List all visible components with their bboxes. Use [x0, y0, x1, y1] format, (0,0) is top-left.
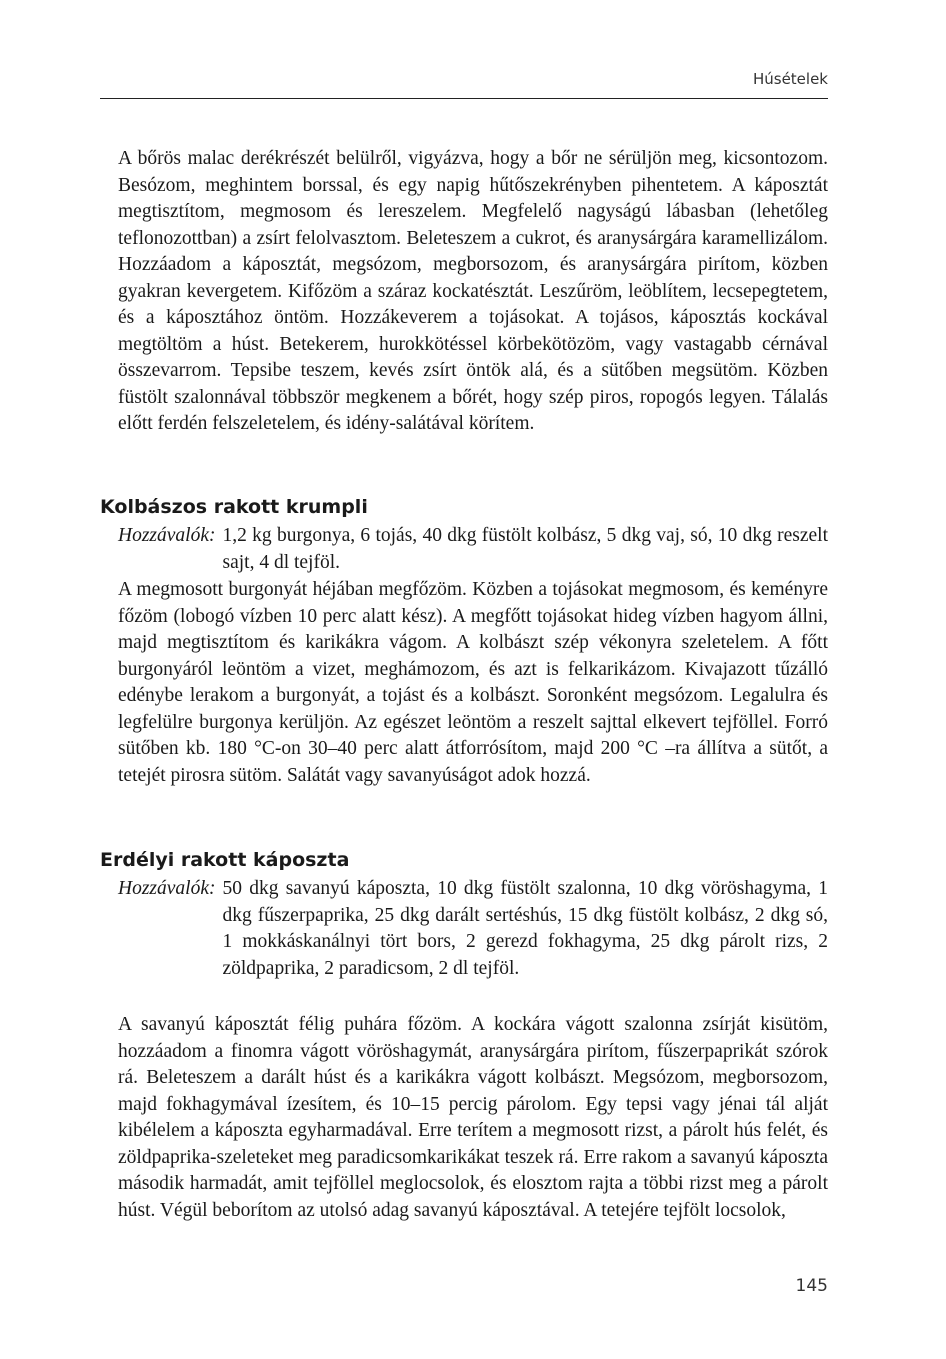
recipe-title: Erdélyi rakott káposzta [100, 849, 350, 871]
section-title: Húsételek [752, 70, 828, 88]
ingredients-list: 50 dkg savanyú káposzta, 10 dkg füstölt szalonna, 10 dkg vöröshagyma, 1 dkg fűszerpaprika, 25 dkg darált sertéshús, 15 dkg füstölt kolbász, 2 dkg só, 1 mokkáskanálnyi tört bors, 2 gerezd fokhagyma, 25 dkg párolt rizs, 2 zöldpaprika, 2 paradicsom, 2 dl tejföl. [222, 878, 828, 979]
ingredients-block [118, 876, 828, 982]
recipe-instructions: A megmosott burgonyát héjában megfőzöm. Közben a tojásokat megmosom, és keményre főzöm (lobogó vízben 10 perc alatt kész). A megfőtt tojásokat hideg vízben hagyom állni, majd megtisztítom és karikákra vágom. A kolbászt szép vékonyra szeletelem. A főtt burgonyáról leöntöm a vizet, meghámozom, és azt is felkarikázom. Kivajazott tűzálló edénybe lerakom a burgonyát, a tojást és a kolbászt. Soronként megsózom. Legalulra és legfelülre burgonya kerüljön. Az egészet leöntöm a reszelt sajttal elkevert tejföllel. Forró sütőben kb. 180 °C-on 30–40 perc alatt átforrósítom, majd 200 °C –ra állítva a sütőt, a tetejét pirosra sütöm. Salátát vagy savanyúságot adok hozzá. [118, 579, 828, 786]
running-header [100, 70, 828, 99]
ingredients-block [118, 523, 828, 576]
recipe-instructions: A savanyú káposztát félig puhára főzöm. A kockára vágott szalonna zsírját kisütöm, hozzáadom a finomra vágott vöröshagymát, aranysárgára pirítom, fűszerpaprikát szórok rá. Beleteszem a darált húst és a karikákra vágott kolbászt. Megsózom, megborsozom, majd fokhagymával ízesítem, és 10–15 percig párolom. Egy tepsi vagy jénai tál alját kibélelem a káposzta egyharmadával. Erre terítem a megmosott rizst, a párolt hús felét, és zöldpaprika-szeleteket meg paradicsomkarikákat teszek rá. Erre rakom a savanyú káposzta második harmadát, amit tejföllel meglocsolok, és elosztom rajta a többi rizst meg a párolt húst. Végül beborítom az utolsó adag savanyú káposztával. A tetejére tejfölt locsolok, [118, 1014, 828, 1221]
ingredients-label: Hozzávalók: [118, 878, 216, 899]
intro-paragraph: A bőrös malac derékrészét belülről, vigyázva, hogy a bőr ne sérüljön meg, kicsontozom. Besózom, meghintem borssal, és egy napig hűtőszekrényben pihentetem. A káposztát megtisztítom, megmosom és lereszelem. Megfelelő nagyságú lábasban (lehetőleg teflonozottban) a zsírt felolvasztom. Beleteszem a cukrot, és aranysárgára karamellizálom. Hozzáadom a káposztát, megsózom, megborsozom, és aranysárgára pirítom, közben gyakran kevergetem. Kifőzöm a száraz kockatésztát. Leszűröm, leöblítem, lecsepegtetem, és a káposztához öntöm. Hozzákeverem a tojásokat. A tojásos, káposztás kockával megtöltöm a húst. Betekerem, hurokkötéssel körbekötözöm, vagy vastagabb cérnával összevarrom. Tepsibe teszem, kevés zsírt öntök alá, és a sütőben megsütöm. Közben füstölt szalonnával többször megkenem a bőrét, hogy szép piros, ropogós legyen. Tálalás előtt ferdén felszeletelem, és idény-salátával körítem. [118, 148, 828, 434]
recipe-title: Kolbászos rakott krumpli [100, 496, 368, 518]
ingredients-list: 1,2 kg burgonya, 6 tojás, 40 dkg füstölt kolbász, 5 dkg vaj, só, 10 dkg reszelt sajt, 4 dl tejföl. [222, 525, 828, 573]
page-number: 145 [795, 1276, 828, 1296]
ingredients-label: Hozzávalók: [118, 525, 216, 546]
